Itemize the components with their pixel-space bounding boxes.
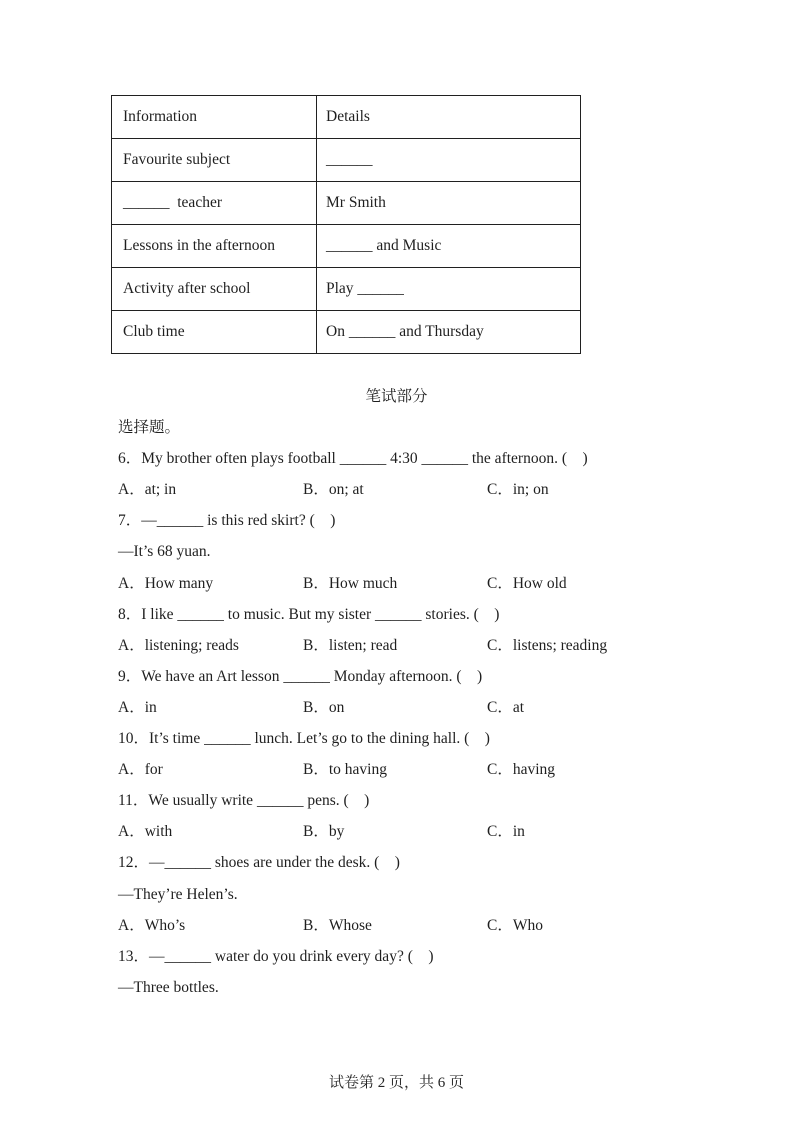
info-cell xyxy=(112,311,317,354)
option-c: C．Who xyxy=(487,916,543,934)
options-row-7 xyxy=(0,568,793,599)
reply-text-13: —Three bottles. xyxy=(118,978,219,996)
option-c: C．in xyxy=(487,823,525,841)
details-cell-text: Details xyxy=(326,108,370,125)
details-cell xyxy=(317,139,581,182)
option-a: A．with xyxy=(118,823,173,841)
details-cell xyxy=(317,96,581,139)
info-cell xyxy=(112,225,317,268)
option-a: A．listening; reads xyxy=(118,636,239,654)
option-c: C．listens; reading xyxy=(487,636,608,654)
options-row-8 xyxy=(0,630,793,661)
option-b: B．Whose xyxy=(303,916,372,934)
option-c: C．at xyxy=(487,698,525,716)
details-cell-text: Play ______ xyxy=(326,280,404,297)
details-cell-text: ______ xyxy=(326,151,373,168)
details-cell-text: On ______ and Thursday xyxy=(326,323,484,340)
question-text-9: 9．We have an Art lesson ______ Monday afternoon. ( ) xyxy=(118,667,483,685)
details-cell xyxy=(317,182,581,225)
info-cell-text: Activity after school xyxy=(123,280,251,297)
option-b: B．on xyxy=(303,698,345,716)
option-b: B．on; at xyxy=(303,481,364,499)
question-text-8: 8．I like ______ to music. But my sister ______ stories. ( ) xyxy=(118,605,500,623)
info-cell-text: Lessons in the afternoon xyxy=(123,237,275,254)
question-text-12: 12．—______ shoes are under the desk. ( ) xyxy=(118,854,400,872)
options-row-6 xyxy=(0,474,793,505)
info-cell-text: Information xyxy=(123,108,198,125)
info-cell-text: Club time xyxy=(123,323,185,340)
table-row xyxy=(112,182,581,225)
option-a: A．for xyxy=(118,761,163,779)
details-cell-text: Mr Smith xyxy=(326,194,386,211)
info-cell xyxy=(112,268,317,311)
question-type-label: 选择题。 xyxy=(118,419,181,437)
option-b: B．to having xyxy=(303,761,387,779)
info-details-table xyxy=(111,95,581,354)
question-text-6: 6．My brother often plays football ______ 4:30 ______ the afternoon. ( ) xyxy=(118,450,588,468)
options-row-11 xyxy=(0,816,793,847)
option-b: B．How much xyxy=(303,574,398,592)
option-a: A．at; in xyxy=(118,481,177,499)
details-cell xyxy=(317,268,581,311)
option-c: C．How old xyxy=(487,574,567,592)
option-a: A．Who’s xyxy=(118,916,186,934)
options-row-9 xyxy=(0,692,793,723)
options-row-10 xyxy=(0,754,793,785)
option-c: C．having xyxy=(487,761,556,779)
reply-text-12: —They’re Helen’s. xyxy=(118,885,238,903)
table-row xyxy=(112,225,581,268)
table-row xyxy=(112,139,581,182)
options-row-12 xyxy=(0,910,793,941)
option-b: B．listen; read xyxy=(303,636,398,654)
info-cell xyxy=(112,182,317,225)
question-text-13: 13．—______ water do you drink every day? ( ) xyxy=(118,947,434,965)
info-cell xyxy=(112,139,317,182)
reply-text-7: —It’s 68 yuan. xyxy=(118,543,211,561)
details-cell-text: ______ and Music xyxy=(326,237,442,254)
written-test-section xyxy=(0,381,793,1003)
section-title: 笔试部分 xyxy=(365,388,428,405)
table-row xyxy=(112,96,581,139)
table-row xyxy=(112,311,581,354)
info-cell-text: ______ teacher xyxy=(123,194,222,211)
option-a: A．How many xyxy=(118,574,214,592)
page-number-footer: 试卷第 2 页，共 6 页 xyxy=(328,1075,464,1091)
option-b: B．by xyxy=(303,823,345,841)
option-a: A．in xyxy=(118,698,157,716)
table-row xyxy=(112,268,581,311)
question-text-7: 7．—______ is this red skirt? ( ) xyxy=(118,512,336,530)
details-cell xyxy=(317,311,581,354)
info-cell xyxy=(112,96,317,139)
info-cell-text: Favourite subject xyxy=(123,151,231,168)
details-cell xyxy=(317,225,581,268)
option-c: C．in; on xyxy=(487,481,549,499)
question-text-11: 11．We usually write ______ pens. ( ) xyxy=(118,792,370,810)
question-text-10: 10．It’s time ______ lunch. Let’s go to the dining hall. ( ) xyxy=(118,730,490,748)
